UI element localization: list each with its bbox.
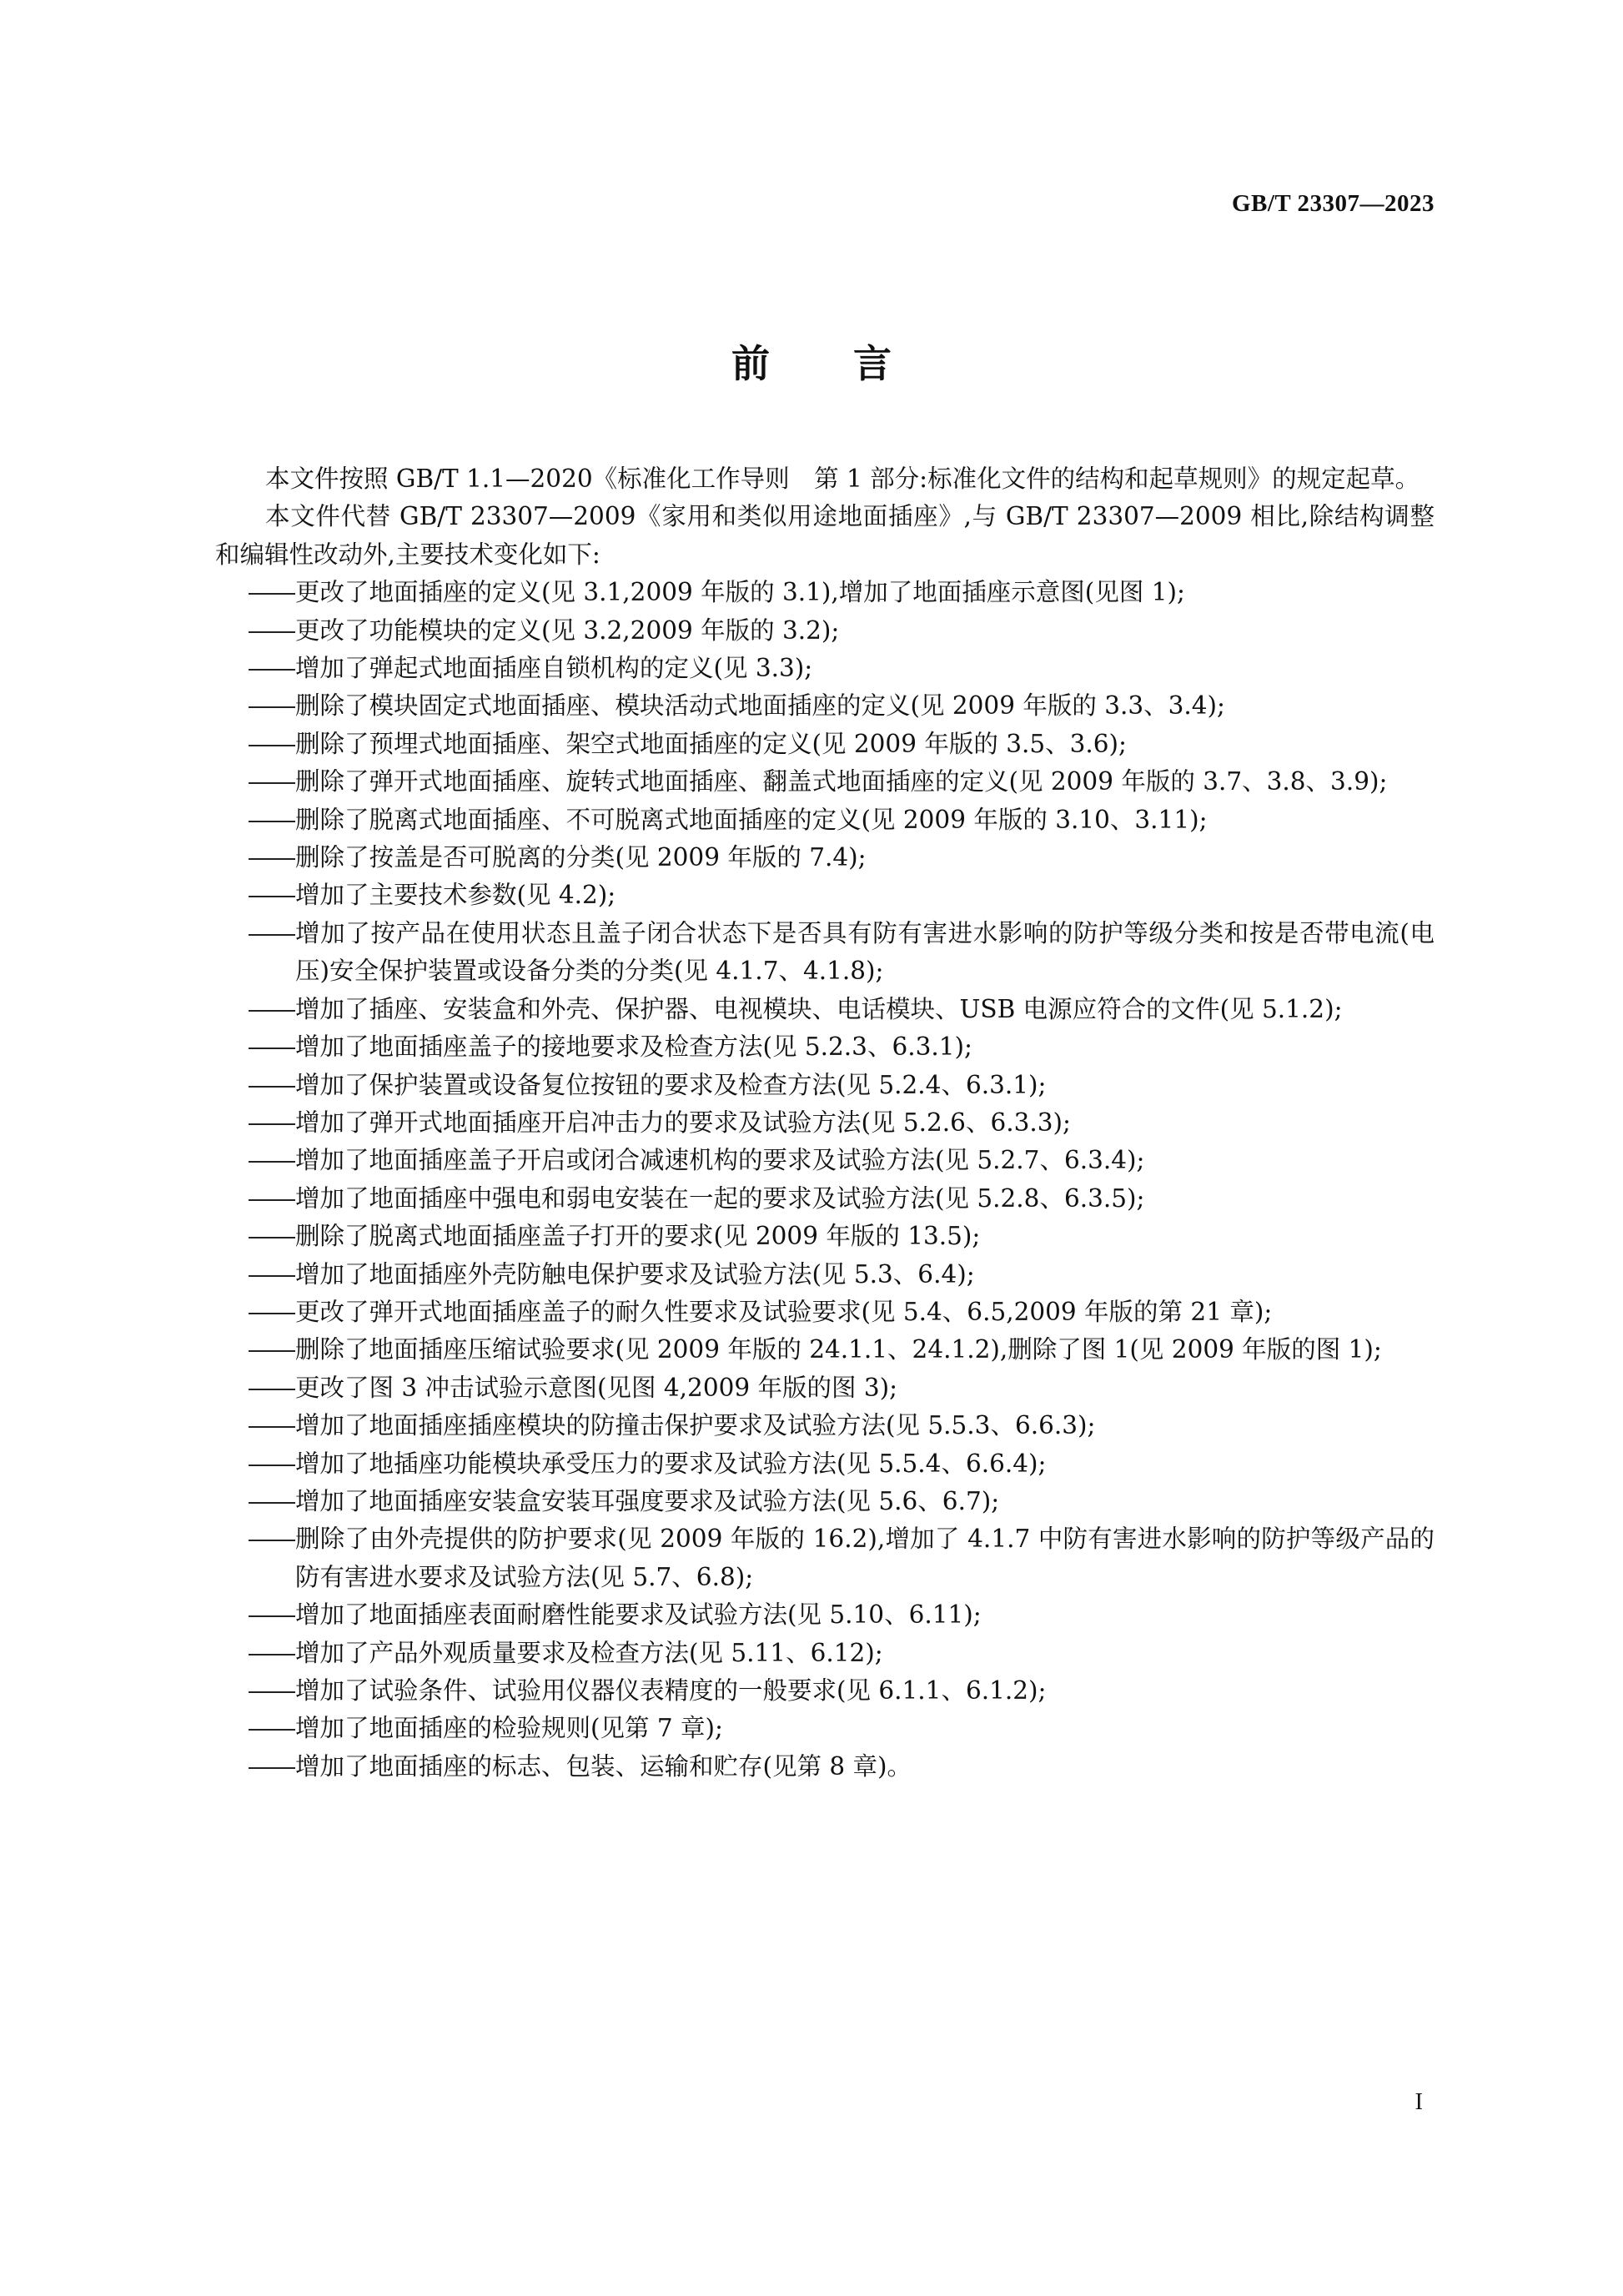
- change-item: [215, 574, 1435, 611]
- em-dash-marker: [249, 1654, 295, 1655]
- change-item-text: 更改了弹开式地面插座盖子的耐久性要求及试验要求(见 5.4、6.5,2009 年版的第 21 章);: [295, 1297, 1273, 1326]
- change-item: [215, 839, 1435, 877]
- change-item-text: 增加了主要技术参数(见 4.2);: [295, 881, 616, 910]
- change-item-text: 增加了弹开式地面插座开启冲击力的要求及试验方法(见 5.2.6、6.3.3);: [295, 1108, 1071, 1137]
- em-dash-marker: [249, 1086, 295, 1088]
- change-item: [215, 1104, 1435, 1142]
- em-dash-marker: [249, 1048, 295, 1049]
- change-item-text: 更改了图 3 冲击试验示意图(见图 4,2009 年版的图 3);: [295, 1373, 898, 1402]
- em-dash-marker: [249, 1426, 295, 1428]
- change-item: [215, 1180, 1435, 1218]
- em-dash-marker: [249, 631, 295, 633]
- change-item: [215, 1748, 1435, 1786]
- document-number: GB/T 23307—2023: [1231, 190, 1435, 217]
- em-dash-marker: [249, 1767, 295, 1769]
- em-dash-marker: [249, 1465, 295, 1466]
- change-item-text: 删除了脱离式地面插座、不可脱离式地面插座的定义(见 2009 年版的 3.10、3.11);: [295, 805, 1208, 834]
- em-dash-marker: [249, 1389, 295, 1390]
- em-dash-marker: [249, 669, 295, 671]
- em-dash-marker: [249, 782, 295, 784]
- change-item-text: 增加了地面插座的标志、包装、运输和贮存(见第 8 章)。: [295, 1751, 912, 1781]
- change-item: [215, 1635, 1435, 1672]
- change-item: [215, 991, 1435, 1028]
- em-dash-marker: [249, 1123, 295, 1125]
- change-item-text: 删除了地面插座压缩试验要求(见 2009 年版的 24.1.1、24.1.2),删除了图 1(见 2009 年版的图 1);: [295, 1335, 1382, 1364]
- em-dash-marker: [249, 1199, 295, 1201]
- em-dash-marker: [249, 1691, 295, 1693]
- change-item: [215, 1218, 1435, 1255]
- change-item: [215, 1331, 1435, 1369]
- changes-list: [215, 574, 1435, 1786]
- change-item-text: 删除了脱离式地面插座盖子打开的要求(见 2009 年版的 13.5);: [295, 1222, 981, 1251]
- em-dash-marker: [249, 821, 295, 822]
- change-item-text: 删除了弹开式地面插座、旋转式地面插座、翻盖式地面插座的定义(见 2009 年版的 3.7、3.8、3.9);: [295, 767, 1388, 796]
- change-item-text: 增加了保护装置或设备复位按钮的要求及检查方法(见 5.2.4、6.3.1);: [295, 1070, 1047, 1099]
- change-item-text: 增加了地面插座的检验规则(见第 7 章);: [295, 1714, 723, 1743]
- em-dash-marker: [249, 1313, 295, 1314]
- em-dash-marker: [249, 1010, 295, 1012]
- change-item: [215, 763, 1435, 801]
- change-item-text: 增加了按产品在使用状态且盖子闭合状态下是否具有防有害进水影响的防护等级分类和按是否带电流(电压)安全保护装置或设备分类的分类(见 4.1.7、4.1.8);: [295, 918, 1435, 986]
- em-dash-marker: [249, 1729, 295, 1731]
- em-dash-marker: [249, 1237, 295, 1238]
- change-item: [215, 1028, 1435, 1066]
- change-item: [215, 650, 1435, 687]
- change-item-text: 增加了地插座功能模块承受压力的要求及试验方法(见 5.5.4、6.6.4);: [295, 1449, 1047, 1478]
- change-item: [215, 1520, 1435, 1596]
- em-dash-marker: [249, 1540, 295, 1541]
- change-item: [215, 1672, 1435, 1710]
- change-item-text: 更改了地面插座的定义(见 3.1,2009 年版的 3.1),增加了地面插座示意图(见图 1);: [295, 578, 1185, 607]
- change-item: [215, 1596, 1435, 1634]
- change-item: [215, 877, 1435, 914]
- em-dash-marker: [249, 934, 295, 936]
- change-item: [215, 1142, 1435, 1179]
- em-dash-marker: [249, 858, 295, 860]
- em-dash-marker: [249, 1615, 295, 1617]
- change-item: [215, 687, 1435, 725]
- change-item: [215, 1294, 1435, 1331]
- change-item-text: 增加了弹起式地面插座自锁机构的定义(见 3.3);: [295, 654, 813, 683]
- page-number: I: [1414, 2089, 1423, 2115]
- change-item-text: 增加了产品外观质量要求及检查方法(见 5.11、6.12);: [295, 1638, 883, 1667]
- change-item-text: 增加了地面插座盖子开启或闭合减速机构的要求及试验方法(见 5.2.7、6.3.4);: [295, 1146, 1145, 1175]
- change-item: [215, 1256, 1435, 1294]
- em-dash-marker: [249, 593, 295, 595]
- em-dash-marker: [249, 1161, 295, 1163]
- change-item-text: 删除了由外壳提供的防护要求(见 2009 年版的 16.2),增加了 4.1.7 中防有害进水影响的防护等级产品的防有害进水要求及试验方法(见 5.7、6.8);: [295, 1525, 1435, 1591]
- em-dash-marker: [249, 706, 295, 708]
- change-item-text: 删除了预埋式地面插座、架空式地面插座的定义(见 2009 年版的 3.5、3.6);: [295, 729, 1127, 758]
- document-body: [215, 460, 1435, 1786]
- change-item-text: 增加了地面插座盖子的接地要求及检查方法(见 5.2.3、6.3.1);: [295, 1032, 972, 1062]
- change-item: [215, 1369, 1435, 1407]
- change-item-text: 增加了地面插座中强电和弱电安装在一起的要求及试验方法(见 5.2.8、6.3.5);: [295, 1183, 1145, 1213]
- change-item: [215, 1067, 1435, 1104]
- em-dash-marker: [249, 1502, 295, 1504]
- em-dash-marker: [249, 745, 295, 746]
- em-dash-marker: [249, 896, 295, 897]
- change-item: [215, 1445, 1435, 1483]
- change-item-text: 增加了地面插座插座模块的防撞击保护要求及试验方法(见 5.5.3、6.6.3);: [295, 1411, 1096, 1440]
- change-item: [215, 915, 1435, 991]
- intro-paragraph: 本文件按照 GB/T 1.1—2020《标准化工作导则 第 1 部分:标准化文件的结构和起草规则》的规定起草。: [265, 465, 1420, 493]
- change-item: [215, 1483, 1435, 1520]
- change-item: [215, 1407, 1435, 1444]
- change-item: [215, 801, 1435, 839]
- intro-paragraph: 本文件代替 GB/T 23307—2009《家用和类似用途地面插座》,与 GB/T 23307—2009 相比,除结构调整和编辑性改动外,主要技术变化如下:: [215, 502, 1435, 569]
- change-item-text: 更改了功能模块的定义(见 3.2,2009 年版的 3.2);: [295, 615, 840, 645]
- change-item-text: 删除了按盖是否可脱离的分类(见 2009 年版的 7.4);: [295, 843, 867, 872]
- change-item-text: 增加了试验条件、试验用仪器仪表精度的一般要求(见 6.1.1、6.1.2);: [295, 1676, 1047, 1705]
- em-dash-marker: [249, 1275, 295, 1277]
- change-item-text: 删除了模块固定式地面插座、模块活动式地面插座的定义(见 2009 年版的 3.3、3.4);: [295, 691, 1225, 721]
- em-dash-marker: [249, 1350, 295, 1352]
- change-item: [215, 612, 1435, 650]
- change-item: [215, 726, 1435, 763]
- change-item-text: 增加了插座、安装盒和外壳、保护器、电视模块、电话模块、USB 电源应符合的文件(见 5.1.2);: [295, 994, 1343, 1023]
- change-item-text: 增加了地面插座外壳防触电保护要求及试验方法(见 5.3、6.4);: [295, 1259, 975, 1289]
- page-title: 前言: [731, 341, 975, 386]
- change-item: [215, 1710, 1435, 1747]
- change-item-text: 增加了地面插座安装盒安装耳强度要求及试验方法(见 5.6、6.7);: [295, 1486, 1000, 1515]
- change-item-text: 增加了地面插座表面耐磨性能要求及试验方法(见 5.10、6.11);: [295, 1600, 982, 1630]
